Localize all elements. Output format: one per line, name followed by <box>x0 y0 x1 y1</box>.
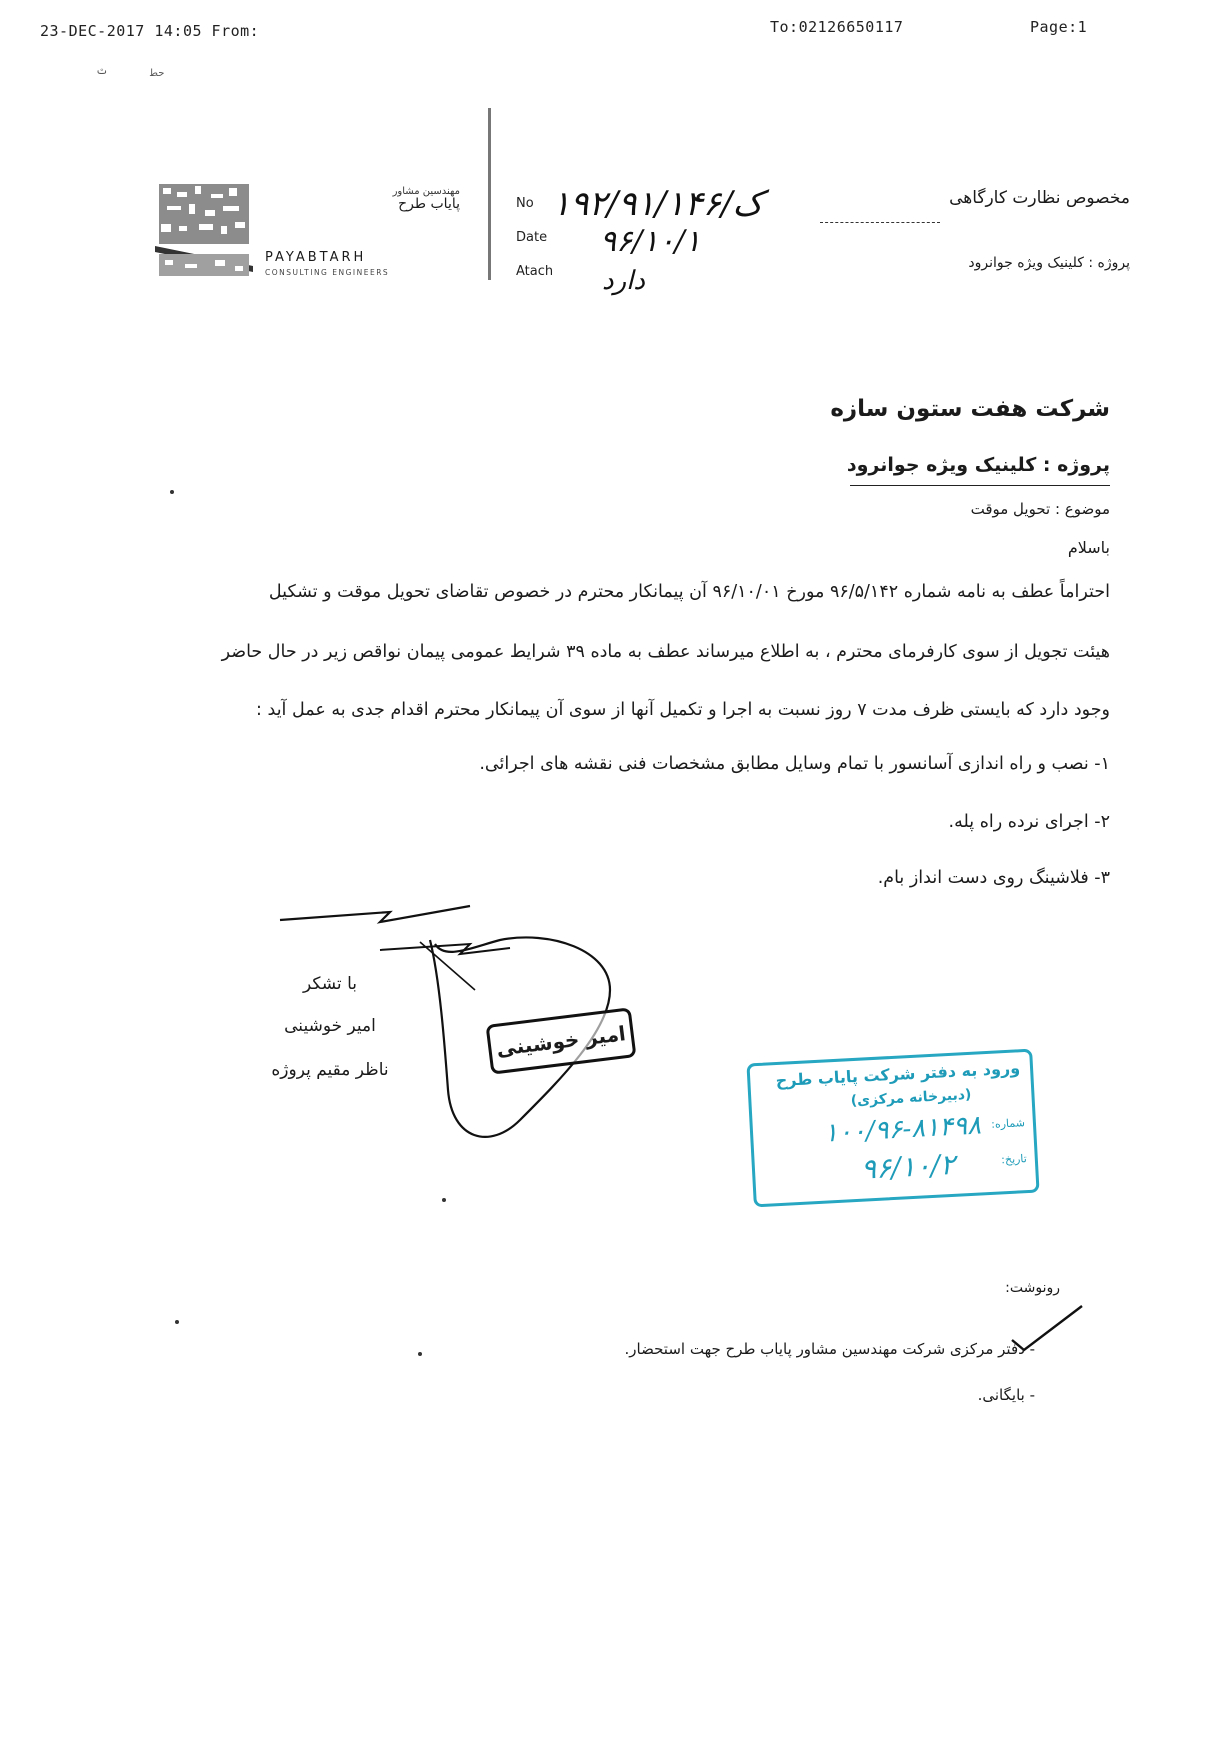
signatory-name: امیر خوشینی <box>284 1016 376 1036</box>
deficiency-item: ۱- نصب و راه اندازی آسانسور با تمام وسایل مطابق مشخصات فنی نقشه های اجرائی. <box>479 754 1110 774</box>
company-name-fa-subtitle: مهندسین مشاور <box>392 186 460 197</box>
letterhead-divider <box>488 108 491 280</box>
cc-item: - بایگانی. <box>977 1386 1035 1404</box>
letter-number: ۱۹۲/۹۱/ک/۱۴۶ <box>552 184 763 224</box>
scan-speck: ﺣﻄ <box>150 68 165 79</box>
fax-page-number: Page:1 <box>1030 18 1088 36</box>
recipient-company: شرکت هفت ستون سازه <box>830 396 1110 422</box>
cc-item: - دفتر مرکزی شرکت مهندسین مشاور پایاب طرح جهت استحضار. <box>624 1340 1035 1358</box>
scan-dot <box>170 490 174 494</box>
scan-speck: ࢸ <box>96 66 108 77</box>
received-stamp-title: ورود به دفتر شرکت پایاب طرح <box>775 1058 1021 1091</box>
attachment-value: دارد <box>602 266 645 296</box>
company-name-fa: پایاب طرح <box>398 196 460 212</box>
received-stamp <box>746 1049 1039 1208</box>
date-label: Date <box>516 230 548 245</box>
letter-date: ۹۶/۱۰/۱ <box>600 224 701 259</box>
company-name-en: PAYABTARH <box>265 250 367 265</box>
greeting: باسلام <box>1067 538 1110 557</box>
signature-thanks: با تشکر <box>303 974 357 994</box>
received-number: ۱۰۰/۹۶-۸۱۴۹۸ <box>823 1110 982 1149</box>
scan-dot <box>175 1320 179 1324</box>
company-logo-icon <box>155 180 253 280</box>
cc-title: رونوشت: <box>1005 1280 1060 1296</box>
header-subject-underline <box>820 222 940 223</box>
company-tagline-en: CONSULTING ENGINEERS <box>265 268 390 277</box>
scan-dot <box>442 1198 446 1202</box>
paragraph-line: احتراماً عطف به نامه شماره ۹۶/۵/۱۴۲ مورخ ۹۶/۱۰/۰۱ آن پیمانکار محترم در خصوص تقاضای تحویل موقت و تشکیل <box>268 582 1110 602</box>
number-label: No <box>516 196 534 211</box>
fax-date-from: 23-DEC-2017 14:05 From: <box>40 22 260 40</box>
paragraph-line: وجود دارد که بایستی ظرف مدت ۷ روز نسبت به اجرا و تکمیل آنها از سوی آن پیمانکار محترم اقدام جدی به عمل آید : <box>256 700 1110 720</box>
received-date-label: تاریخ: <box>1000 1152 1028 1167</box>
project-title: پروژه : کلینیک ویژه جوانرود <box>846 454 1110 476</box>
signatory-role: ناظر مقیم پروژه <box>271 1060 389 1080</box>
attachment-label: Atach <box>516 264 554 279</box>
personal-stamp: امیر خوشینی <box>485 1007 636 1074</box>
fax-to-number: To:02126650117 <box>770 18 904 36</box>
paragraph-line: هیئت تجویل از سوی کارفرمای محترم ، به اطلاع میرساند عطف به ماده ۳۹ شرایط عمومی پیمان نواقص زیر در حال حاضر <box>221 642 1110 662</box>
deficiency-item: ۳- فلاشینگ روی دست انداز بام. <box>877 868 1110 888</box>
scan-dot <box>418 1352 422 1356</box>
received-number-label: شماره: <box>990 1116 1026 1131</box>
subject-line: موضوع : تحویل موقت <box>970 500 1110 518</box>
project-title-underline <box>850 485 1110 486</box>
header-project: پروژه : کلینیک ویژه جوانرود <box>968 255 1130 271</box>
received-stamp-subtitle: (دبیرخانه مرکزی) <box>850 1086 972 1110</box>
deficiency-item: ۲- اجرای نرده راه پله. <box>948 812 1110 832</box>
header-subject: مخصوص نظارت کارگاهی <box>949 188 1130 208</box>
received-date: ۹۶/۱۰/۲ <box>860 1147 956 1186</box>
